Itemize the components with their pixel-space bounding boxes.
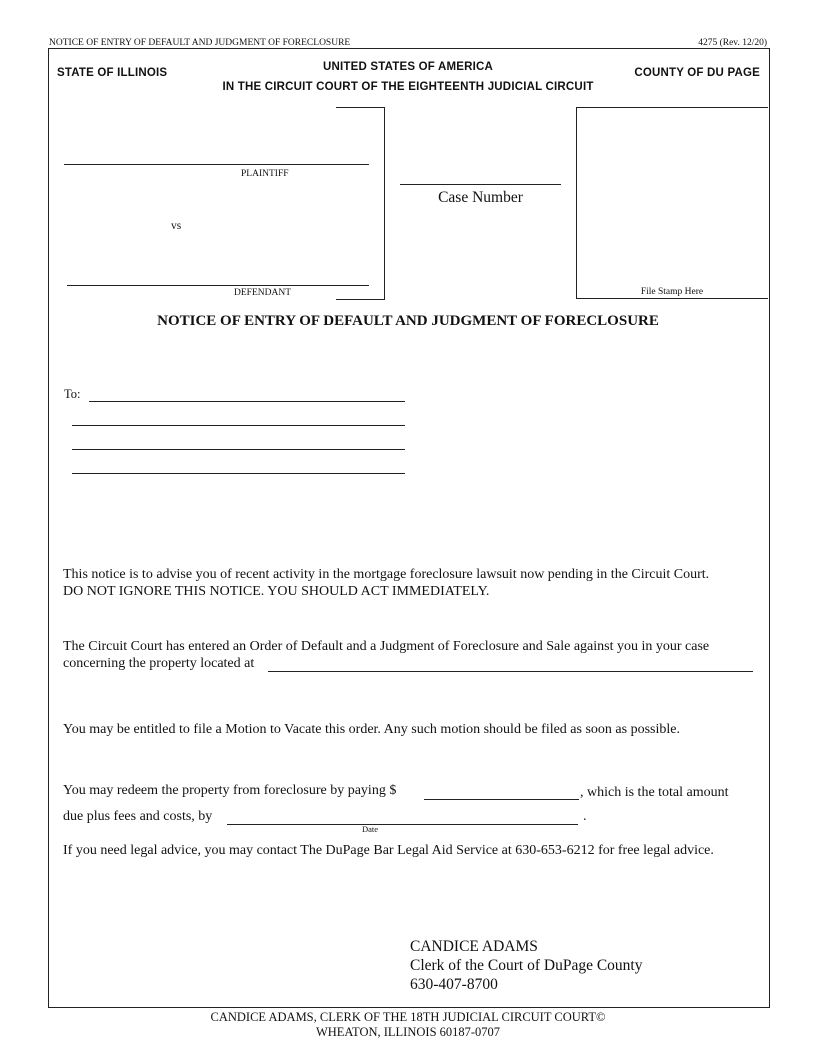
clerk-title: Clerk of the Court of DuPage County	[410, 957, 643, 974]
to-line-1[interactable]	[89, 401, 405, 402]
footer-line-1: CANDICE ADAMS, CLERK OF THE 18TH JUDICIAL CIRCUIT COURT©	[210, 1010, 606, 1024]
date-label: Date	[362, 824, 379, 834]
paragraph-2-line-1: The Circuit Court has entered an Order of Default and a Judgment of Foreclosure and Sale against you in your case	[63, 639, 710, 654]
court-name: IN THE CIRCUIT COURT OF THE EIGHTEENTH JUDICIAL CIRCUIT	[222, 81, 594, 93]
footer-line-2: WHEATON, ILLINOIS 60187-0707	[315, 1025, 501, 1039]
file-stamp-box	[576, 107, 768, 299]
clerk-name: CANDICE ADAMS	[410, 938, 538, 955]
to-line-3[interactable]	[72, 449, 405, 450]
file-stamp-label: File Stamp Here	[640, 287, 704, 297]
form-header-title: NOTICE OF ENTRY OF DEFAULT AND JUDGMENT OF FORECLOSURE	[49, 38, 351, 48]
paragraph-1-line-2: DO NOT IGNORE THIS NOTICE. YOU SHOULD ACT IMMEDIATELY.	[63, 584, 490, 599]
redemption-date-line[interactable]	[227, 824, 578, 825]
county-label: COUNTY OF DU PAGE	[634, 67, 760, 79]
form-number: 4275 (Rev. 12/20)	[698, 38, 767, 48]
case-number-line[interactable]	[400, 184, 561, 185]
notice-title: NOTICE OF ENTRY OF DEFAULT AND JUDGMENT OF FORECLOSURE	[157, 313, 659, 329]
vs-label: vs	[171, 220, 182, 232]
paragraph-4-part-1: You may redeem the property from foreclosure by paying $	[63, 783, 397, 798]
paragraph-1-line-1: This notice is to advise you of recent activity in the mortgage foreclosure lawsuit now pending in the Circuit Court.	[63, 567, 710, 582]
paragraph-4-line-2: due plus fees and costs, by	[63, 809, 213, 824]
plaintiff-line[interactable]	[64, 164, 369, 165]
state-label: STATE OF ILLINOIS	[57, 67, 168, 79]
clerk-phone: 630-407-8700	[410, 976, 498, 993]
to-line-2[interactable]	[72, 425, 405, 426]
defendant-label: DEFENDANT	[234, 288, 291, 298]
case-number-label: Case Number	[438, 189, 523, 206]
to-label: To:	[64, 387, 81, 401]
paragraph-4-period: .	[583, 809, 587, 824]
country-label: UNITED STATES OF AMERICA	[322, 61, 494, 73]
defendant-line[interactable]	[67, 285, 369, 286]
paragraph-5: If you need legal advice, you may contact The DuPage Bar Legal Aid Service at 630-653-6212 for free legal advice.	[63, 843, 714, 858]
paragraph-3: You may be entitled to file a Motion to Vacate this order. Any such motion should be filed as soon as possible.	[63, 722, 680, 737]
redemption-amount-line[interactable]	[424, 799, 579, 800]
to-line-4[interactable]	[72, 473, 405, 474]
property-address-line[interactable]	[268, 671, 753, 672]
paragraph-4-part-2: , which is the total amount	[580, 785, 729, 800]
caption-bracket-top	[336, 107, 384, 108]
paragraph-2-line-2: concerning the property located at	[63, 656, 255, 671]
caption-bracket-right	[384, 107, 385, 299]
plaintiff-label: PLAINTIFF	[241, 169, 289, 179]
caption-bracket-bottom	[336, 299, 385, 300]
